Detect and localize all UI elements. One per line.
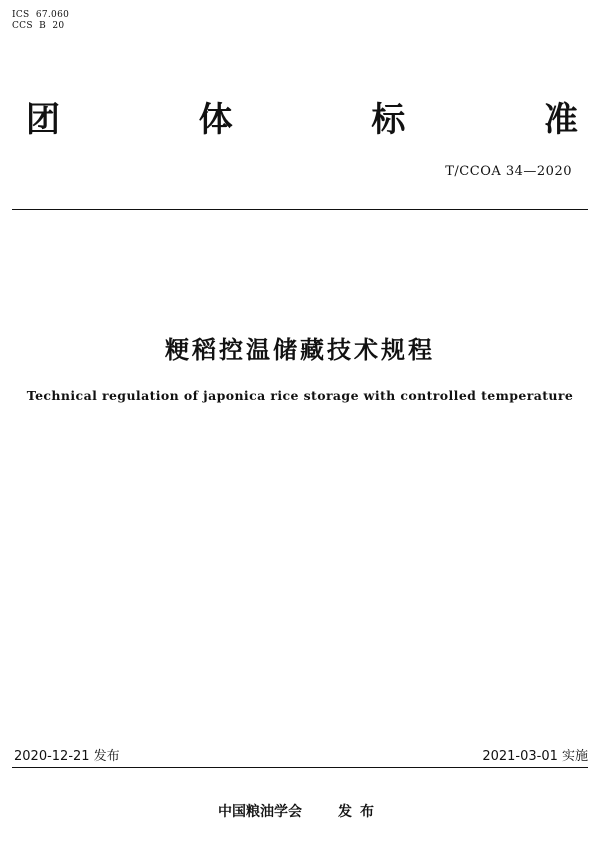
standard-type-char-2: 体 <box>198 100 233 140</box>
title-chinese: 粳稻控温储藏技术规程 <box>165 336 435 364</box>
ics-code: ICS 67.060 <box>12 10 70 20</box>
implementation-date: 2021-03-01 实施 <box>482 749 588 764</box>
publisher-name: 中国粮油学会 <box>218 804 302 820</box>
title-english: Technical regulation of japonica rice storage with controlled temperature <box>26 388 574 403</box>
standard-type-char-3: 标 <box>371 100 406 140</box>
issue-date: 2020-12-21 发布 <box>14 749 120 764</box>
classification-codes <box>12 10 69 32</box>
publisher-action: 发布 <box>338 804 382 820</box>
publisher-line <box>0 801 600 821</box>
top-divider <box>12 209 588 210</box>
standard-type-heading <box>26 100 578 140</box>
ccs-code: CCS B 20 <box>12 21 65 31</box>
standard-number: T/CCOA 34—2020 <box>445 164 572 179</box>
standard-type-char-4: 准 <box>543 100 578 140</box>
standard-type-char-1: 团 <box>26 100 60 140</box>
bottom-divider <box>12 767 588 768</box>
